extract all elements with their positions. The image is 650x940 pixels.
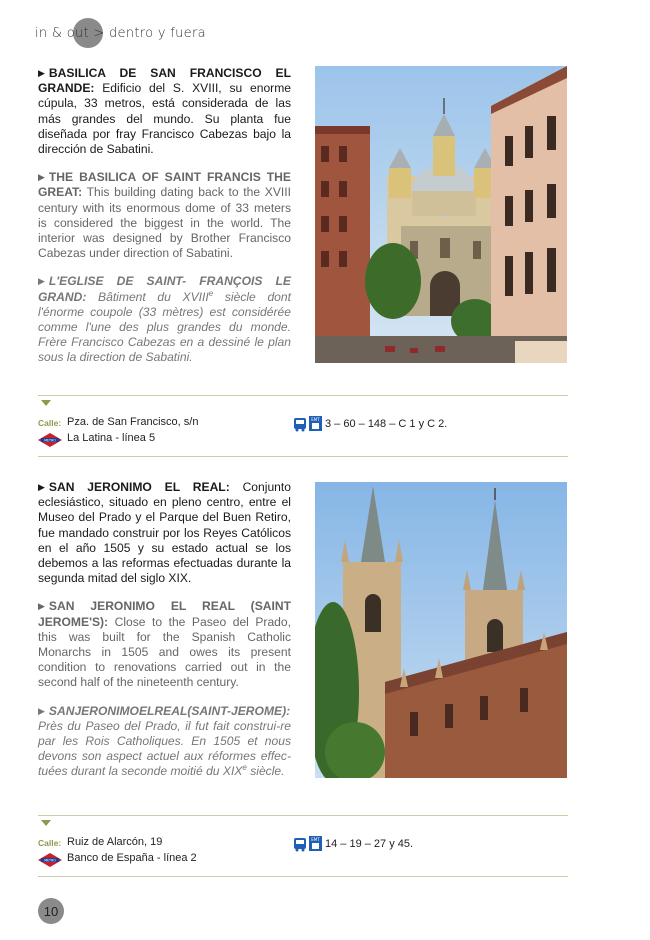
metro-logo-icon	[38, 433, 62, 447]
paragraph-english	[38, 170, 291, 261]
photo-basilica-san-francisco	[315, 66, 567, 363]
metro-station: La Latina - línea 5	[67, 432, 156, 444]
church-photo-illustration	[315, 482, 567, 778]
page-header	[35, 18, 235, 50]
page-number: 10	[38, 898, 64, 924]
paragraph-body-cont: siècle.	[246, 764, 285, 779]
paragraph-spanish	[38, 66, 291, 157]
address-value: Ruiz de Alarcón, 19	[67, 836, 163, 848]
entry-san-jeronimo	[38, 480, 568, 800]
paragraph-french	[38, 274, 291, 365]
info-bar-san-jeronimo	[38, 815, 568, 877]
paragraph-title: SAN JERONIMO EL REAL (SAINT JEROME'S):	[38, 599, 291, 629]
entry-text-column	[38, 480, 291, 793]
metro-logo-icon	[38, 853, 62, 867]
triangle-bullet-icon: ▶	[38, 172, 45, 183]
entry-san-francisco	[38, 66, 568, 376]
divider-line	[38, 815, 568, 816]
paragraph-title: BASILICA DE SAN FRANCISCO EL GRANDE:	[38, 66, 291, 96]
info-bar-san-francisco	[38, 395, 568, 457]
address-label: Calle:	[38, 838, 62, 848]
paragraph-body: This building dating back to the XVIII century with its enormous dome of 33 meters is considered the biggest in the world. The interior was designed by Brother Francisco Cabezas under direction of Sabatini.	[38, 185, 291, 261]
paragraph-body: Près du Paseo del Prado, il fut fait construi-re par les Rois Catholiques. En 1505 et nous devons son aspect actuel aux réformes effec-tuées durant la seconde moitié du XIX	[38, 718, 291, 779]
paragraph-body: Close to the Paseo del Prado, this was built for the Spanish Catholic Monarchs in 1505 and owes its present condition to renovations carried out in the second half of the nineteenth century.	[38, 614, 291, 690]
paragraph-title: L'EGLISE DE SAINT- FRANÇOIS LE GRAND:	[38, 274, 291, 304]
divider-line	[38, 876, 568, 877]
paragraph-title: SAN JERONIMO EL REAL:	[48, 480, 230, 494]
address-value: Pza. de San Francisco, s/n	[67, 416, 199, 428]
superscript: e	[242, 763, 247, 773]
basilica-photo-illustration	[315, 66, 567, 363]
divider-line	[38, 456, 568, 457]
triangle-bullet-icon: ▶	[38, 601, 45, 612]
paragraph-body: Bâtiment du XVIII	[86, 289, 209, 304]
photo-san-jeronimo	[315, 482, 567, 778]
metro-station: Banco de España - línea 2	[67, 852, 197, 864]
bus-lines: 14 – 19 – 27 y 45.	[325, 838, 414, 850]
paragraph-body: Conjunto eclesiástico, situado en pleno centro, entre el Museo del Prado y el Parque del Buen Retiro, fue mandado construir por los Reyes Católicos en el año 1505 y su estado actual se los debemos a las reformas efectuadas durante la segunda mitad del siglo XIX.	[38, 480, 291, 586]
triangle-bullet-icon: ▶	[38, 68, 45, 78]
paragraph-french	[38, 704, 291, 780]
svg-text:METRO: METRO	[44, 438, 56, 443]
paragraph-english	[38, 599, 291, 690]
entry-text-column	[38, 66, 291, 379]
header-brand: in & out > dentro y fuera	[35, 26, 206, 41]
triangle-marker-icon	[41, 400, 51, 406]
svg-text:EMT: EMT	[311, 417, 320, 422]
paragraph-title: THE BASILICA OF SAINT FRANCIS THE GREAT:	[38, 170, 291, 200]
paragraph-body: Edificio del S. XVIII, su enorme cúpula, 33 metros, está considerada de las más grandes del mundo. Su planta fue diseñada por fray Francisco Cabezas bajo la dirección de Sabatini.	[38, 81, 291, 157]
address-label: Calle:	[38, 418, 62, 428]
paragraph-spanish	[38, 480, 291, 586]
svg-text:METRO: METRO	[44, 858, 56, 863]
triangle-bullet-icon: ▶	[38, 482, 45, 492]
superscript: e	[208, 288, 214, 298]
triangle-bullet-icon: ▶	[38, 276, 45, 287]
triangle-marker-icon	[41, 820, 51, 826]
bus-emt-icon	[294, 416, 324, 432]
bus-emt-icon	[294, 836, 324, 852]
svg-text:EMT: EMT	[311, 837, 320, 842]
divider-line	[38, 395, 568, 396]
bus-lines: 3 – 60 – 148 – C 1 y C 2.	[325, 418, 448, 430]
paragraph-title: SANJERONIMOELREAL(SAINT-JEROME):	[48, 703, 291, 718]
paragraph-body-cont: siècle dont l'énorme coupole (33 mètres) est considérée comme l'une des plus grandes du monde. Frère Francisco Cabezas en a dessiné le plan sous la direction de Sabatini.	[38, 289, 291, 365]
triangle-bullet-icon: ▶	[38, 705, 45, 716]
